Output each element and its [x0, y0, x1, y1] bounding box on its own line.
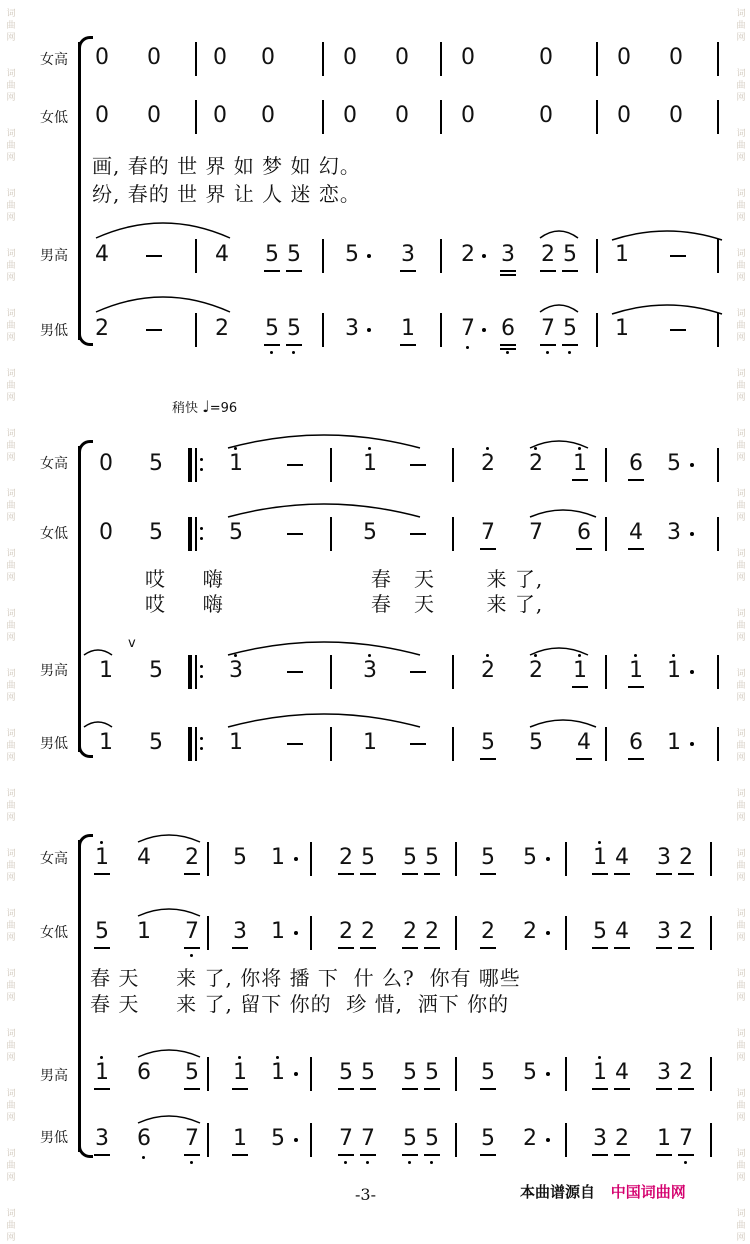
watermark-mark: 词 曲 网 — [6, 9, 16, 43]
watermark-mark: 词 曲 网 — [6, 69, 16, 103]
note: 2 — [461, 242, 475, 267]
note: 5 — [425, 1060, 439, 1085]
note: 4 — [629, 520, 643, 545]
note: 1 — [573, 658, 587, 683]
note: 5 — [481, 730, 495, 755]
slur — [540, 305, 578, 312]
note: 7 — [541, 316, 555, 341]
slur — [530, 441, 588, 448]
note: 0 — [213, 45, 227, 70]
slur — [96, 297, 230, 312]
watermark-mark: 词 曲 网 — [6, 1029, 16, 1063]
note: 2 — [679, 845, 693, 870]
note: 0 — [539, 103, 553, 128]
note: 7 — [481, 520, 495, 545]
watermark-mark: 词 曲 网 — [6, 909, 16, 943]
watermark-mark: 词 曲 网 — [6, 309, 16, 343]
part-label-soprano: 女高 — [40, 52, 68, 68]
note: 4 — [577, 730, 591, 755]
note: 1 — [95, 1060, 109, 1085]
lyric-line-1: 画, 春的 世 界 如 梦 如 幻。 — [92, 154, 361, 178]
note: 3 — [657, 845, 671, 870]
note: 0 — [147, 103, 161, 128]
note: 7 — [679, 1126, 693, 1151]
note: 0 — [395, 103, 409, 128]
source-credit: 本曲谱源自 中国词曲网 — [520, 1183, 686, 1201]
note: 5 — [233, 845, 247, 870]
note: 4 — [95, 242, 109, 267]
note: 4 — [615, 1060, 629, 1085]
slur — [228, 714, 420, 727]
note: 6 — [137, 1126, 151, 1151]
lyric-line-2: 纷, 春的 世 界 让 人 迷 恋。 — [92, 182, 361, 206]
watermark-mark: 词 曲 网 — [736, 369, 746, 403]
note: 3 — [657, 1060, 671, 1085]
note: 5 — [425, 845, 439, 870]
note: 6 — [137, 1060, 151, 1085]
breath-mark: v — [128, 636, 136, 651]
note: 5 — [403, 1060, 417, 1085]
note: 7 — [529, 520, 543, 545]
note: 2 — [541, 242, 555, 267]
note: 5 — [265, 242, 279, 267]
lyric-line-2: 春 天 来 了, 留下 你的 珍 惜, 洒下 你的 — [90, 992, 510, 1016]
slur — [228, 435, 420, 448]
note: 1 — [593, 1060, 607, 1085]
note: 3 — [501, 242, 515, 267]
note: 0 — [395, 45, 409, 70]
note: 5 — [361, 845, 375, 870]
slur — [530, 720, 596, 727]
quarter-note-icon: ♩ — [202, 397, 210, 416]
note: 0 — [461, 45, 475, 70]
note: 1 — [657, 1126, 671, 1151]
note: 5 — [523, 1060, 537, 1085]
note: 6 — [501, 316, 515, 341]
note: 0 — [617, 103, 631, 128]
note: 1 — [593, 845, 607, 870]
note: 4 — [615, 845, 629, 870]
note: 5 — [481, 845, 495, 870]
note: 5 — [667, 451, 681, 476]
part-label-bass: 男低 — [40, 1130, 68, 1146]
note: 5 — [287, 316, 301, 341]
watermark-mark: 词 曲 网 — [6, 489, 16, 523]
note: 2 — [361, 919, 375, 944]
note: 0 — [261, 103, 275, 128]
watermark-mark: 词 曲 网 — [736, 549, 746, 583]
note: 5 — [481, 1126, 495, 1151]
part-label-alto: 女低 — [40, 526, 68, 542]
note: 2 — [95, 316, 109, 341]
watermark-mark: 词 曲 网 — [736, 9, 746, 43]
page-number: -3- — [355, 1185, 376, 1204]
note: 2 — [425, 919, 439, 944]
note: 5 — [185, 1060, 199, 1085]
note: 2 — [481, 919, 495, 944]
note: 5 — [403, 1126, 417, 1151]
watermark-mark: 词 曲 网 — [736, 69, 746, 103]
note: 5 — [481, 1060, 495, 1085]
note: 5 — [271, 1126, 285, 1151]
slur — [530, 648, 588, 655]
note: 3 — [363, 658, 377, 683]
part-label-bass: 男低 — [40, 323, 68, 339]
watermark-mark: 词 曲 网 — [6, 429, 16, 463]
note: 5 — [529, 730, 543, 755]
lyric-line-2: 哎 嗨 春 天 来 了, — [145, 592, 544, 616]
note: 5 — [95, 919, 109, 944]
note: 0 — [343, 45, 357, 70]
note: 1 — [271, 845, 285, 870]
watermark-mark: 词 曲 网 — [736, 1149, 746, 1183]
note: 3 — [233, 919, 247, 944]
part-label-tenor: 男高 — [40, 1068, 68, 1084]
note: 5 — [361, 1060, 375, 1085]
watermark-mark: 词 曲 网 — [6, 369, 16, 403]
watermark-mark: 词 曲 网 — [6, 969, 16, 1003]
note: 0 — [147, 45, 161, 70]
note: 3 — [95, 1126, 109, 1151]
note: 1 — [99, 730, 113, 755]
slur — [138, 835, 200, 842]
note: 0 — [669, 45, 683, 70]
note: 1 — [99, 658, 113, 683]
note: 5 — [563, 316, 577, 341]
watermark-mark: 词 曲 网 — [6, 849, 16, 883]
watermark-mark: 词 曲 网 — [736, 1029, 746, 1063]
watermark-mark: 词 曲 网 — [736, 129, 746, 163]
slur — [530, 510, 596, 517]
note: 3 — [657, 919, 671, 944]
note: 0 — [343, 103, 357, 128]
note: 2 — [679, 1060, 693, 1085]
note: 7 — [185, 919, 199, 944]
note: 0 — [669, 103, 683, 128]
note: 6 — [629, 730, 643, 755]
note: 1 — [573, 451, 587, 476]
note: 4 — [215, 242, 229, 267]
note: 5 — [563, 242, 577, 267]
note: 2 — [185, 845, 199, 870]
note: 0 — [95, 103, 109, 128]
watermark-mark: 词 曲 网 — [736, 849, 746, 883]
note: 1 — [363, 451, 377, 476]
note: 2 — [481, 451, 495, 476]
note: 2 — [523, 919, 537, 944]
note: 2 — [615, 1126, 629, 1151]
watermark-mark: 词 曲 网 — [736, 1209, 746, 1243]
watermark-mark: 词 曲 网 — [736, 489, 746, 523]
note: 2 — [523, 1126, 537, 1151]
watermark-mark: 词 曲 网 — [6, 189, 16, 223]
note: 1 — [615, 316, 629, 341]
tempo-marking: 稍快 ♩=96 — [172, 397, 238, 416]
part-label-alto: 女低 — [40, 110, 68, 126]
note: 5 — [287, 242, 301, 267]
watermark-mark: 词 曲 网 — [736, 1089, 746, 1123]
watermark-mark: 词 曲 网 — [736, 429, 746, 463]
part-label-tenor: 男高 — [40, 248, 68, 264]
note: 6 — [629, 451, 643, 476]
slur — [540, 231, 578, 238]
watermark-mark: 词 曲 网 — [6, 789, 16, 823]
watermark-mark: 词 曲 网 — [736, 249, 746, 283]
slur — [228, 642, 420, 655]
note: 7 — [361, 1126, 375, 1151]
note: 2 — [339, 845, 353, 870]
note: 2 — [529, 658, 543, 683]
note: 1 — [233, 1126, 247, 1151]
note: 3 — [667, 520, 681, 545]
watermark-mark: 词 曲 网 — [736, 609, 746, 643]
note: 5 — [229, 520, 243, 545]
note: 5 — [149, 520, 163, 545]
note: 5 — [149, 730, 163, 755]
watermark-mark: 词 曲 网 — [6, 549, 16, 583]
slur — [138, 1050, 200, 1057]
note: 0 — [617, 45, 631, 70]
note: 5 — [339, 1060, 353, 1085]
watermark-mark: 词 曲 网 — [6, 129, 16, 163]
source-site-link[interactable]: 中国词曲网 — [610, 1183, 686, 1201]
note: 2 — [529, 451, 543, 476]
part-label-soprano: 女高 — [40, 456, 68, 472]
watermark-mark: 词 曲 网 — [6, 609, 16, 643]
slur — [612, 231, 722, 240]
note: 0 — [261, 45, 275, 70]
note: 5 — [363, 520, 377, 545]
note: 2 — [339, 919, 353, 944]
note: 1 — [95, 845, 109, 870]
note: 1 — [401, 316, 415, 341]
part-label-alto: 女低 — [40, 925, 68, 941]
note: 2 — [679, 919, 693, 944]
note: 2 — [215, 316, 229, 341]
slur — [138, 909, 200, 916]
note: 3 — [229, 658, 243, 683]
note: 0 — [461, 103, 475, 128]
slur — [612, 305, 722, 314]
note: 7 — [339, 1126, 353, 1151]
note: 1 — [667, 658, 681, 683]
watermark-mark: 词 曲 网 — [736, 909, 746, 943]
note: 1 — [229, 730, 243, 755]
lyric-line-1: 哎 嗨 春 天 来 了, — [145, 567, 544, 591]
note: 0 — [99, 451, 113, 476]
slur — [84, 722, 112, 727]
part-label-bass: 男低 — [40, 736, 68, 752]
watermark-mark: 词 曲 网 — [736, 309, 746, 343]
note: 5 — [265, 316, 279, 341]
note: 5 — [593, 919, 607, 944]
note: 0 — [539, 45, 553, 70]
note: 3 — [401, 242, 415, 267]
slur — [138, 1116, 200, 1123]
note: 1 — [629, 658, 643, 683]
note: 5 — [403, 845, 417, 870]
note: 2 — [481, 658, 495, 683]
watermark-mark: 词 曲 网 — [6, 1149, 16, 1183]
watermark-mark: 词 曲 网 — [736, 189, 746, 223]
note: 1 — [615, 242, 629, 267]
watermark-mark: 词 曲 网 — [736, 789, 746, 823]
note: 1 — [137, 919, 151, 944]
note: 4 — [137, 845, 151, 870]
note: 3 — [345, 316, 359, 341]
watermark-mark: 词 曲 网 — [736, 669, 746, 703]
note: 4 — [615, 919, 629, 944]
note: 1 — [271, 1060, 285, 1085]
watermark-mark: 词 曲 网 — [6, 669, 16, 703]
note: 7 — [185, 1126, 199, 1151]
watermark-mark: 词 曲 网 — [736, 729, 746, 763]
note: 2 — [403, 919, 417, 944]
lyric-line-1: 春 天 来 了, 你将 播 下 什 么? 你有 哪些 — [90, 966, 521, 990]
part-label-soprano: 女高 — [40, 851, 68, 867]
note: 0 — [99, 520, 113, 545]
slur — [96, 223, 230, 238]
note: 0 — [213, 103, 227, 128]
note: 7 — [461, 316, 475, 341]
note: 1 — [271, 919, 285, 944]
note: 5 — [523, 845, 537, 870]
note: 5 — [345, 242, 359, 267]
note: 6 — [577, 520, 591, 545]
note: 5 — [149, 658, 163, 683]
note: 5 — [149, 451, 163, 476]
part-label-tenor: 男高 — [40, 663, 68, 679]
note: 1 — [667, 730, 681, 755]
note: 3 — [593, 1126, 607, 1151]
watermark-mark: 词 曲 网 — [736, 969, 746, 1003]
note: 5 — [425, 1126, 439, 1151]
note: 1 — [233, 1060, 247, 1085]
watermark-mark: 词 曲 网 — [6, 249, 16, 283]
note: 1 — [229, 451, 243, 476]
slur — [228, 504, 420, 517]
watermark-mark: 词 曲 网 — [6, 729, 16, 763]
note: 1 — [363, 730, 377, 755]
slur — [84, 650, 112, 655]
watermark-mark: 词 曲 网 — [6, 1089, 16, 1123]
watermark-mark: 词 曲 网 — [6, 1209, 16, 1243]
note: 0 — [95, 45, 109, 70]
